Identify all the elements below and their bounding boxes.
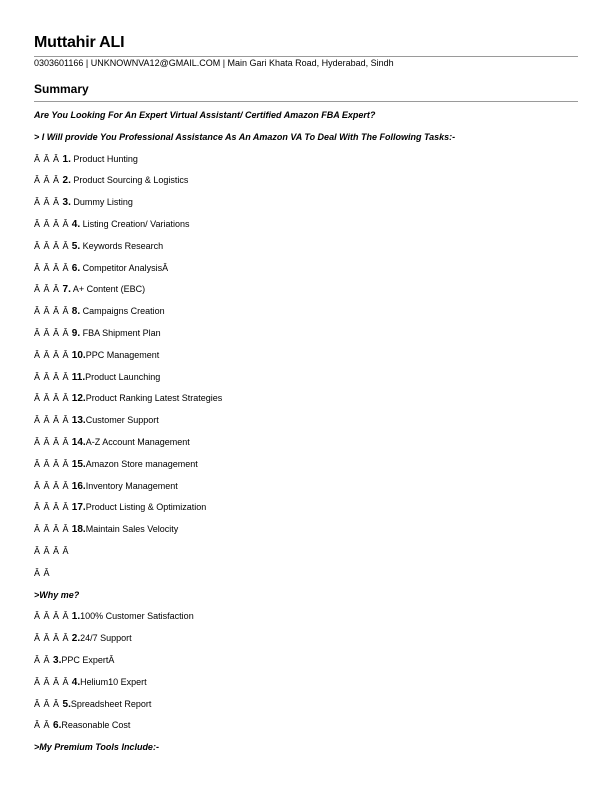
summary-list-item — [34, 415, 159, 426]
item-number: 1. — [62, 153, 71, 165]
item-number: 16. — [69, 480, 86, 492]
summary-list-item — [34, 154, 138, 165]
summary-list-item — [34, 459, 198, 470]
summary-list-item — [34, 481, 178, 492]
item-prefix: Â Â Â Â — [34, 611, 70, 622]
summary-list-item — [34, 524, 178, 535]
item-text: Inventory Management — [85, 480, 178, 491]
item-prefix: Â Â Â — [34, 175, 63, 186]
item-number: 6. — [69, 262, 81, 274]
item-prefix: Â Â Â Â — [34, 349, 70, 360]
summary-list-item — [34, 175, 188, 186]
item-prefix: Â Â Â Â — [34, 262, 70, 273]
item-prefix: Â Â Â Â — [34, 306, 70, 317]
item-text: Product Launching — [85, 371, 161, 382]
summary-list-item — [34, 372, 160, 383]
item-prefix: Â Â Â Â — [34, 393, 70, 404]
item-text: Product Listing & Optimization — [85, 502, 207, 513]
summary-list-item — [34, 633, 132, 644]
contact-info: 0303601166 | UNKNOWNVA12@GMAIL.COM | Main Gari Khata Road, Hyderabad, Sindh — [34, 58, 394, 68]
item-prefix: Â Â Â Â — [34, 240, 70, 251]
summary-statement: > I Will provide You Professional Assistance As An Amazon VA To Deal With The Following Tasks:- — [34, 131, 456, 142]
summary-list-item — [34, 699, 151, 710]
summary-statement: >My Premium Tools Include:- — [34, 742, 159, 753]
item-number: 9. — [69, 328, 81, 339]
summary-divider — [34, 101, 578, 102]
item-prefix: Â Â — [34, 655, 54, 665]
summary-list-item — [34, 502, 206, 513]
summary-list-item — [34, 568, 50, 579]
item-number: 18. — [69, 524, 86, 536]
item-number: 2. — [62, 175, 71, 187]
item-number: 7. — [62, 284, 71, 296]
item-text: PPC Management — [85, 349, 160, 360]
item-text: Keywords Research — [80, 240, 164, 251]
item-text: Reasonable Cost — [61, 720, 131, 731]
item-prefix: Â Â Â Â — [34, 524, 70, 535]
item-text: PPC ExpertÂ — [61, 655, 115, 665]
item-number: 13. — [69, 415, 86, 427]
item-text: 24/7 Support — [80, 633, 132, 644]
summary-list-item — [34, 393, 222, 404]
item-prefix: Â Â Â Â — [34, 437, 70, 447]
item-number: 6. — [53, 720, 62, 732]
item-text: A+ Content (EBC) — [70, 284, 146, 295]
summary-list-item — [34, 328, 161, 339]
item-text: Customer Support — [85, 415, 159, 426]
item-number: 14. — [69, 437, 86, 448]
summary-list-item — [34, 437, 190, 448]
item-number: 8. — [69, 306, 81, 318]
summary-list-item — [34, 241, 163, 252]
summary-list-item — [34, 263, 168, 274]
item-text: Spreadsheet Report — [70, 698, 152, 709]
item-prefix: Â Â Â Â — [34, 633, 70, 644]
summary-list-item — [34, 306, 165, 317]
item-text: Dummy Listing — [70, 197, 133, 208]
summary-list-item — [34, 284, 145, 295]
item-text: A-Z Account Management — [85, 437, 190, 447]
item-number: 3. — [53, 655, 62, 666]
summary-statement: >Why me? — [34, 589, 80, 600]
item-text: Listing Creation/ Variations — [80, 219, 190, 229]
summary-list-item — [34, 197, 133, 208]
summary-heading: Summary — [34, 82, 89, 96]
item-number: 3. — [62, 197, 71, 209]
item-number: 11. — [69, 371, 86, 383]
item-prefix: Â Â Â Â — [34, 328, 70, 338]
item-text: Maintain Sales Velocity — [85, 524, 179, 535]
summary-list-item — [34, 350, 159, 361]
item-prefix: Â Â Â Â — [34, 219, 70, 229]
item-text: Product Sourcing & Logistics — [70, 175, 189, 186]
item-prefix: Â Â Â Â — [34, 546, 70, 556]
item-text: FBA Shipment Plan — [80, 328, 161, 338]
item-text: Competitor AnalysisÂ — [80, 262, 169, 273]
item-prefix: Â Â Â — [34, 197, 63, 208]
item-number: 1. — [69, 611, 81, 623]
item-prefix: Â Â Â — [34, 698, 63, 709]
item-number: 17. — [69, 502, 86, 514]
item-prefix: Â Â Â Â — [34, 480, 70, 491]
item-text: Helium10 Expert — [80, 676, 147, 687]
candidate-name: Muttahir ALI — [34, 34, 125, 51]
summary-list-item — [34, 611, 194, 622]
item-number: 5. — [62, 698, 71, 710]
item-text: 100% Customer Satisfaction — [80, 611, 194, 622]
item-number: 10. — [69, 349, 86, 361]
item-prefix: Â Â Â Â — [34, 502, 70, 513]
item-number: 5. — [69, 240, 81, 252]
item-prefix: Â Â — [34, 720, 54, 731]
item-prefix: Â Â Â Â — [34, 415, 70, 426]
item-number: 12. — [69, 393, 86, 405]
item-text: Campaigns Creation — [80, 306, 165, 317]
item-prefix: Â Â — [34, 567, 51, 578]
header-divider — [34, 56, 578, 57]
summary-list-item — [34, 655, 114, 666]
summary-list-item — [34, 219, 190, 230]
item-prefix: Â Â Â — [34, 153, 63, 164]
item-prefix: Â Â Â — [34, 284, 63, 295]
item-number: 15. — [69, 458, 86, 470]
item-prefix: Â Â Â Â — [34, 458, 70, 469]
item-number: 4. — [69, 219, 81, 230]
summary-list-item — [34, 677, 147, 688]
item-text: Product Ranking Latest Strategies — [85, 393, 223, 404]
item-text: Amazon Store management — [85, 458, 198, 469]
summary-list-item — [34, 720, 130, 731]
item-prefix: Â Â Â Â — [34, 371, 70, 382]
summary-statement: Are You Looking For An Expert Virtual Assistant/ Certified Amazon FBA Expert? — [34, 110, 376, 120]
item-number: 4. — [69, 676, 81, 688]
item-text: Product Hunting — [70, 153, 138, 164]
summary-list-item — [34, 546, 69, 557]
item-number: 2. — [69, 633, 81, 645]
item-prefix: Â Â Â Â — [34, 676, 70, 687]
